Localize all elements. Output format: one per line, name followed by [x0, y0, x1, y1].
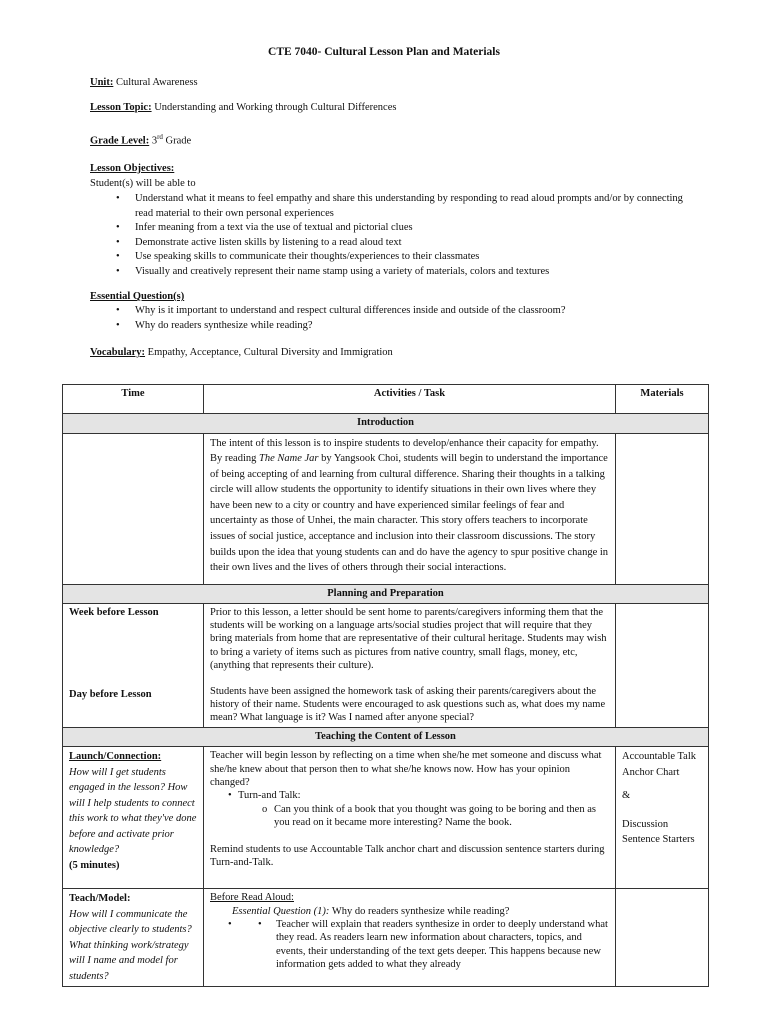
before-read-aloud-label: Before Read Aloud: [210, 892, 294, 904]
material-sentence-starters: Discussion Sentence Starters [622, 818, 695, 846]
lesson-topic-field [90, 101, 396, 116]
objectives-heading [90, 162, 174, 177]
lesson-topic-value: Understanding and Working through Cultural Differences [154, 102, 397, 113]
planning-materials-cell [616, 604, 709, 728]
introduction-band-label: Introduction [63, 414, 709, 434]
launch-row [63, 747, 709, 889]
turn-and-talk-item: • Turn-and Talk: [210, 789, 609, 802]
teaching-band-label: Teaching the Content of Lesson [63, 727, 709, 747]
objectives-list [90, 192, 690, 279]
launch-question: How will I get students engaged in the lesson? How will I help students to connect this work to what they've done before and activate prior knowledge? [69, 766, 197, 856]
essential-item: • Why is it important to understand and respect cultural differences inside and outside of the classroom? [90, 304, 690, 319]
objective-item: • Use speaking skills to communicate their thoughts/experiences to their classmates [90, 250, 690, 265]
vocabulary-value: Empathy, Acceptance, Cultural Diversity and Immigration [147, 347, 393, 358]
teach-model-row [63, 889, 709, 987]
grade-level-word: Grade [165, 135, 192, 147]
introduction-row [63, 433, 709, 584]
grade-level-sup: rd [157, 133, 163, 141]
essential-question-one [210, 905, 609, 918]
unit-value: Cultural Awareness [115, 77, 198, 88]
header-materials: Materials [616, 385, 709, 414]
teach-materials-cell [616, 889, 709, 987]
book-title: The Name Jar [259, 453, 319, 465]
header-time: Time [63, 385, 204, 414]
essential-label: Essential Question(s) [90, 291, 185, 302]
planning-activity-cell [204, 604, 616, 728]
objective-item: • Visually and creatively represent their name stamp using a variety of materials, colors and textures [90, 265, 690, 280]
document-title: CTE 7040- Cultural Lesson Plan and Materials [268, 46, 500, 58]
planning-band [63, 584, 709, 604]
introduction-activity-cell: The intent of this lesson is to inspire students to develop/enhance their capacity for empathy. By reading The Name Jar by Yangsook Choi, students will begin to understand the importance of being accepting of and learning from cultural difference. Sharing their thoughts in a talking circle will allow students the opportunity to identify situations in their own lives where they have been new to a city or country and have experienced similar feelings of fear and uncertainty as those of Unhei, the main character. This story offers teachers to incorporate issues of social justice, acceptance and inclusion into their classroom discussions. The story builds upon the idea that young students can and do have the agency to spur positive change in their own lives and the lives of others through their social interactions. [204, 433, 616, 584]
introduction-materials-cell [616, 433, 709, 584]
objective-item: • Demonstrate active listen skills by listening to a read aloud text [90, 236, 690, 251]
grade-level-field [90, 130, 191, 149]
vocabulary-field [90, 346, 393, 361]
vocabulary-label: Vocabulary: [90, 347, 146, 358]
week-before-text: Prior to this lesson, a letter should be sent home to parents/caregivers informing them that the students will be working on a language arts/social studies project that will require that they bring materials from home that are representative of their cultural heritage. Students may wish to bring a variety of items such as pictures from native country, small flags, money, etc, (anything that represents their culture). [210, 607, 607, 671]
objectives-intro: Student(s) will be able to [90, 178, 196, 189]
essential-question-one-label: Essential Question (1): [232, 905, 330, 917]
lesson-topic-label: Lesson Topic: [90, 102, 152, 113]
planning-band-label: Planning and Preparation [63, 584, 709, 604]
material-ampersand: & [622, 790, 631, 802]
unit-label: Unit: [90, 77, 114, 88]
teach-time-cell [63, 889, 204, 987]
unit-field [90, 76, 198, 91]
essential-item: • Why do readers synthesize while reading? [90, 319, 690, 334]
launch-reminder-text: Remind students to use Accountable Talk anchor chart and discussion sentence starters during Turn-and-Talk. [210, 843, 605, 868]
material-anchor-chart: Accountable Talk Anchor Chart [622, 751, 697, 778]
launch-materials-cell [616, 747, 709, 889]
turn-and-talk-prompt: o Can you think of a book that you thought was going to be boring and then as you read on it became more interesting? Name the book. [210, 803, 609, 830]
day-before-text: Students have been assigned the homework task of asking their parents/caregivers about the history of their name. Students were encouraged to ask questions such as, what does my name mean? What language is it? Was I named after anyone special? [210, 686, 606, 724]
grade-level-num: 3 [151, 135, 158, 147]
day-before-label: Day before Lesson [69, 689, 152, 700]
teach-activity-cell [204, 889, 616, 987]
launch-duration: (5 minutes) [69, 859, 120, 871]
header-activities: Activities / Task [204, 385, 616, 414]
essential-heading [90, 290, 184, 305]
essential-question-one-text: Why do readers synthesize while reading? [329, 905, 510, 917]
lesson-plan-table [62, 384, 709, 987]
teach-model-question: How will I communicate the objective clearly to students? What thinking work/strategy will I name and model for students? [69, 908, 192, 982]
teach-model-label: Teach/Model: [69, 893, 131, 905]
launch-intro-text: Teacher will begin lesson by reflecting on a time when she/he met someone and discuss what she/he knew about that person then to what she/he knows now. How has your opinion changed? [210, 750, 602, 788]
week-before-label: Week before Lesson [69, 607, 159, 618]
essential-list [90, 304, 690, 333]
bullet-dot: • • [258, 918, 262, 930]
introduction-time-cell [63, 433, 204, 584]
objectives-label: Lesson Objectives: [90, 163, 175, 174]
planning-row [63, 604, 709, 728]
launch-label: Launch/Connection: [69, 751, 162, 763]
synthesize-explanation: • • Teacher will explain that readers synthesize in order to deeply understand what they read. As readers learn new information about characters, topics, and events, their understanding of the text gets deeper. This happens because new information gets added to what they already [210, 918, 609, 972]
teaching-band [63, 727, 709, 747]
objective-item: • Infer meaning from a text via the use of textual and pictorial clues [90, 221, 690, 236]
launch-time-cell [63, 747, 204, 889]
planning-time-cell [63, 604, 204, 728]
table-header-row [63, 385, 709, 414]
objective-item: • Understand what it means to feel empathy and share this understanding by responding to read aloud prompts and/or by connecting read material to their own personal experiences [90, 192, 690, 221]
launch-activity-cell [204, 747, 616, 889]
grade-level-label: Grade Level: [90, 135, 150, 147]
introduction-band [63, 414, 709, 434]
